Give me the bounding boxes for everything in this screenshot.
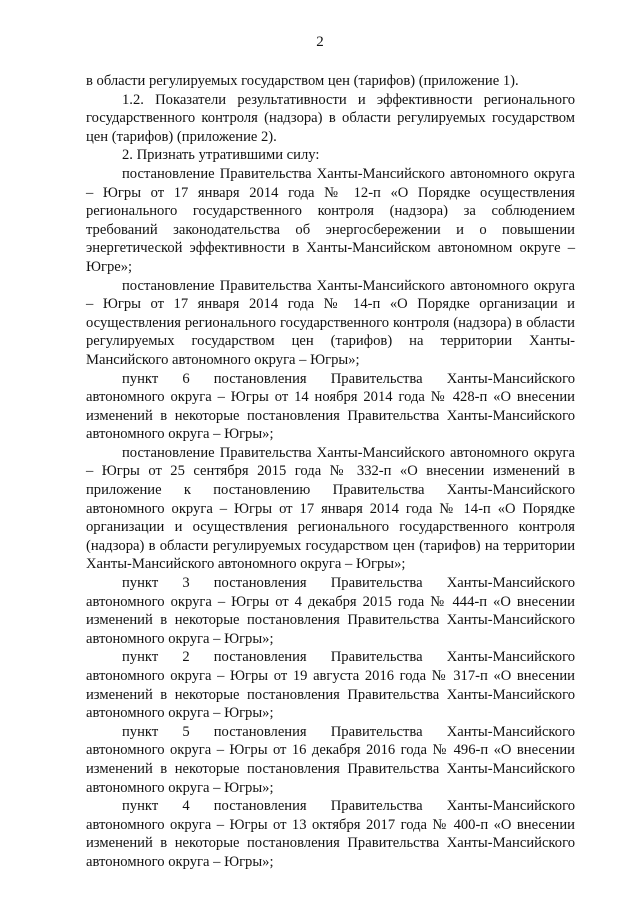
paragraph: 2. Признать утратившими силу: bbox=[122, 147, 320, 164]
paragraph: постановление Правительства Ханты-Мансийского автономного округа – Югры от 17 января 2014 года № 14-п «О Порядке организации и осуществления регионального государственного контроля (надзора) в области регулируемых государством цен (тарифов) на территории Ханты-Мансийского автономного округа – Югры»; bbox=[86, 277, 575, 368]
paragraph: пункт 5 постановления Правительства Ханты-Мансийского автономного округа – Югры от 16 декабря 2016 года № 496-п «О внесении изменений в некоторые постановления Правительства Ханты-Мансийского автономного округа – Югры»; bbox=[86, 723, 575, 796]
paragraph: пункт 2 постановления Правительства Ханты-Мансийского автономного округа – Югры от 19 августа 2016 года № 317-п «О внесении изменений в некоторые постановления Правительства Ханты-Мансийского автономного округа – Югры»; bbox=[86, 649, 575, 722]
paragraph: постановление Правительства Ханты-Мансийского автономного округа – Югры от 25 сентября 2015 года № 332-п «О внесении изменений в приложение к постановлению Правительства Ханты-Мансийского автономного округа – Югры от 17 января 2014 года № 14-п «О Порядке организации и осуществления регионального государственного контроля (надзора) в области регулируемых государством цен (тарифов) на территории Ханты-Мансийского автономного округа – Югры»; bbox=[86, 444, 575, 573]
paragraph: в области регулируемых государством цен (тарифов) (приложение 1). bbox=[86, 73, 519, 89]
paragraph: пункт 3 постановления Правительства Ханты-Мансийского автономного округа – Югры от 4 декабря 2015 года № 444-п «О внесении изменений в некоторые постановления Правительства Ханты-Мансийского автономного округа – Югры»; bbox=[86, 575, 575, 647]
paragraph: пункт 6 постановления Правительства Ханты-Мансийского автономного округа – Югры от 14 ноября 2014 года № 428-п «О внесении изменений в некоторые постановления Правительства Ханты-Мансийского автономного округа – Югры»; bbox=[86, 370, 575, 443]
paragraph: постановление Правительства Ханты-Мансийского автономного округа – Югры от 17 января 2014 года № 12-п «О Порядке осуществления регионального государственного контроля (надзора) за соблюдением требований законодательства об энергосбережении и о повышении энергетической эффективности в Ханты-Мансийском автономном округе – Югре»; bbox=[86, 165, 575, 275]
document-body bbox=[86, 72, 575, 872]
paragraph: 1.2. Показатели результативности и эффективности регионального государственного контроля (надзора) в области регулируемых государством цен (тарифов) (приложение 2). bbox=[86, 91, 575, 145]
paragraph: пункт 4 постановления Правительства Ханты-Мансийского автономного округа – Югры от 13 октября 2017 года № 400-п «О внесении изменений в некоторые постановления Правительства Ханты-Мансийского автономного округа – Югры»; bbox=[86, 798, 575, 870]
page-number: 2 bbox=[316, 34, 324, 50]
